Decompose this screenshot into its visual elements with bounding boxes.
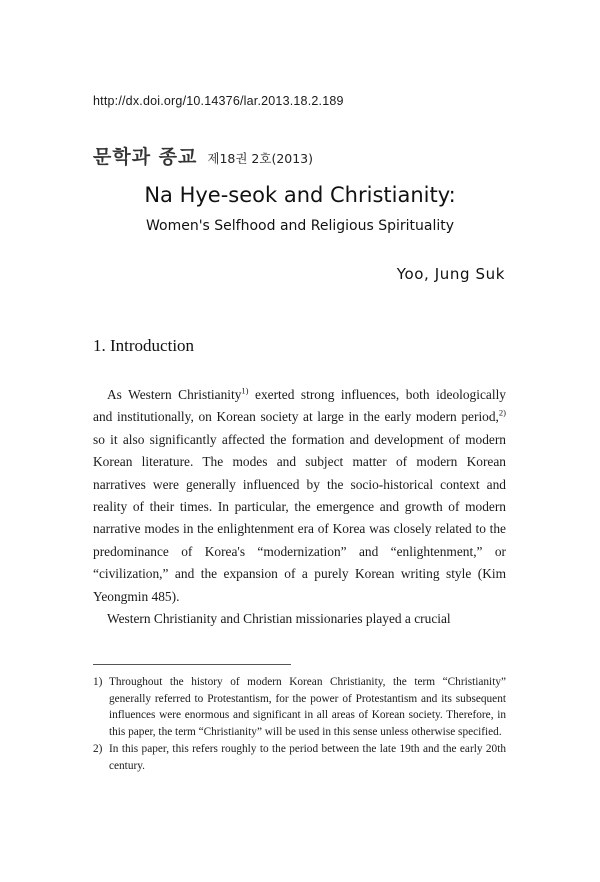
footnote-ref-1[interactable]: 1) [241,385,249,396]
journal-name: 문학과 종교 [93,146,198,168]
footnote-text: In this paper, this refers roughly to the period between the late 19th and the early 20th century. [109,743,506,772]
footnote-number: 2) [93,743,103,755]
section-heading: 1. Introduction [93,336,195,355]
footnote-2 [93,741,506,774]
journal-header [93,142,313,169]
paper-subtitle: Women's Selfhood and Religious Spirituality [145,218,454,234]
footnote-number: 1) [93,676,103,688]
footnote-text: Throughout the history of modern Korean Christianity, the term “Christianity” generally referred to Protestantism, for the power of Protestantism and its subsequent influences were enormous and significant in all areas of Korean society. Therefore, in this paper, the term “Christianity” will be used in this sense unless otherwise specified. [109,676,506,738]
footnotes [93,674,506,775]
body-text [93,384,506,630]
paragraph-1-part-b: exerted strong influences, both ideologically and institutionally, on Korean society at large in the early modern period, [93,387,506,425]
paragraph-1-part-c: so it also significantly affected the formation and development of modern Korean literature. The modes and subject matter of modern Korean narratives were generally influenced by the socio-historical context and reality of their times. In particular, the emergence and growth of modern narrative modes in the enlightenment era of Korea was closely related to the predominance of Korea's “modernization” and “enlightenment,” or “civilization,” and the expansion of a purely Korean writing style (Kim Yeongmin 485). [93,431,506,604]
journal-volume: 제18권 2호(2013) [207,151,314,166]
footnote-divider [93,664,291,665]
footnote-ref-2[interactable]: 2) [498,407,506,418]
paper-title: Na Hye-seok and Christianity: [144,183,456,207]
footnote-1 [93,674,506,740]
doi-link[interactable]: http://dx.doi.org/10.14376/lar.2013.18.2.189 [93,94,344,108]
paragraph-1-part-a: As Western Christianity [107,387,242,402]
paragraph-1 [93,384,506,608]
author-name: Yoo, Jung Suk [396,265,505,283]
paragraph-2: Western Christianity and Christian missionaries played a crucial [107,611,451,627]
